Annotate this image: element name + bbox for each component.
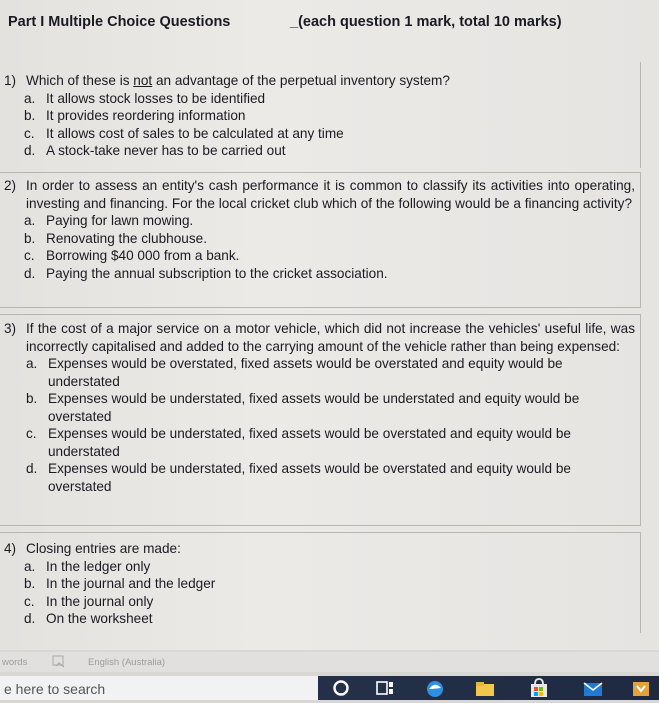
option-letter: c. <box>26 426 37 441</box>
option-text: On the worksheet <box>46 611 153 626</box>
option-a <box>4 90 635 108</box>
option-letter: a. <box>24 90 36 106</box>
question-2 <box>4 177 635 282</box>
option-b <box>4 230 635 248</box>
question-3 <box>4 320 635 495</box>
question-stem-emphasis: not <box>133 73 153 88</box>
option-letter: c. <box>24 248 35 263</box>
option-b <box>4 390 635 425</box>
status-bar <box>0 652 659 672</box>
question-number: 4) <box>4 541 17 556</box>
question-stem: an advantage of the perpetual inventory system? <box>152 73 450 88</box>
search-placeholder: e here to search <box>4 681 106 697</box>
mail-icon[interactable] <box>582 678 604 698</box>
option-a <box>4 355 635 390</box>
option-letter: a. <box>26 356 38 371</box>
option-letter: b. <box>24 230 36 246</box>
option-a <box>4 558 635 576</box>
option-d <box>4 265 635 283</box>
cortana-icon[interactable] <box>330 678 352 698</box>
option-letter: b. <box>26 391 38 406</box>
language-indicator[interactable]: English (Australia) <box>88 657 166 668</box>
edge-icon[interactable] <box>424 678 446 698</box>
proofing-icon[interactable] <box>52 655 66 671</box>
question-1 <box>4 72 635 160</box>
option-text: Expenses would be understated, fixed assets would be understated and equity would be overstated <box>48 391 580 424</box>
option-d <box>4 142 635 160</box>
app-icon[interactable] <box>630 678 652 698</box>
taskbar-search-box[interactable] <box>0 676 318 700</box>
option-text: In the journal only <box>46 593 154 609</box>
option-letter: a. <box>24 558 36 574</box>
option-d <box>4 460 635 495</box>
option-b <box>4 575 635 593</box>
question-number: 2) <box>4 178 17 193</box>
option-letter: d. <box>24 143 36 158</box>
option-d <box>4 610 635 628</box>
option-text: A stock-take never has to be carried out <box>46 143 286 158</box>
question-number: 3) <box>4 321 17 336</box>
option-text: In the journal and the ledger <box>46 576 216 591</box>
option-text: It allows cost of sales to be calculated at any time <box>46 125 344 141</box>
store-icon[interactable] <box>528 678 550 698</box>
word-count[interactable]: words <box>2 657 28 668</box>
option-c <box>4 125 635 143</box>
question-number: 1) <box>4 73 17 88</box>
option-text: Expenses would be overstated, fixed assets would be overstated and equity would be understated <box>48 356 563 389</box>
part-title: Part I Multiple Choice Questions <box>8 14 231 30</box>
option-c <box>4 593 635 611</box>
question-stem: If the cost of a major service on a motor vehicle, which did not increase the vehicles' useful life, was incorrectly capitalised and added to the carrying amount of the vehicle rather than being expensed: <box>26 321 635 354</box>
option-text: Borrowing $40 000 from a bank. <box>46 248 240 263</box>
option-c <box>4 247 635 265</box>
option-letter: b. <box>24 576 36 591</box>
file-explorer-icon[interactable] <box>474 678 496 698</box>
option-text: In the ledger only <box>46 558 151 574</box>
question-stem: In order to assess an entity's cash performance it is common to classify its activities into operating, investing and financing. For the local cricket club which of the following would be a financing activity? <box>26 178 635 211</box>
option-text: Paying the annual subscription to the cricket association. <box>46 265 388 281</box>
option-a <box>4 212 635 230</box>
taskbar <box>0 676 659 700</box>
option-letter: d. <box>24 611 36 626</box>
option-b <box>4 107 635 125</box>
task-view-icon[interactable] <box>374 678 396 698</box>
option-text: Expenses would be understated, fixed assets would be overstated and equity would be understated <box>48 426 571 459</box>
question-stem: Closing entries are made: <box>26 541 181 556</box>
option-letter: a. <box>24 213 36 228</box>
option-text: It allows stock losses to be identified <box>46 90 266 106</box>
question-4 <box>4 540 635 628</box>
marks-note: _(each question 1 mark, total 10 marks) <box>290 14 562 30</box>
option-letter: c. <box>24 125 35 141</box>
question-stem: Which of these is <box>26 73 134 88</box>
option-text: Expenses would be understated, fixed assets would be overstated and equity would be overstated <box>48 461 571 494</box>
option-letter: c. <box>24 593 35 609</box>
option-c <box>4 425 635 460</box>
option-letter: d. <box>24 265 36 281</box>
option-letter: b. <box>24 108 36 123</box>
option-text: Paying for lawn mowing. <box>46 213 194 228</box>
option-text: Renovating the clubhouse. <box>46 230 207 246</box>
option-letter: d. <box>26 461 38 476</box>
option-text: It provides reordering information <box>46 108 246 123</box>
